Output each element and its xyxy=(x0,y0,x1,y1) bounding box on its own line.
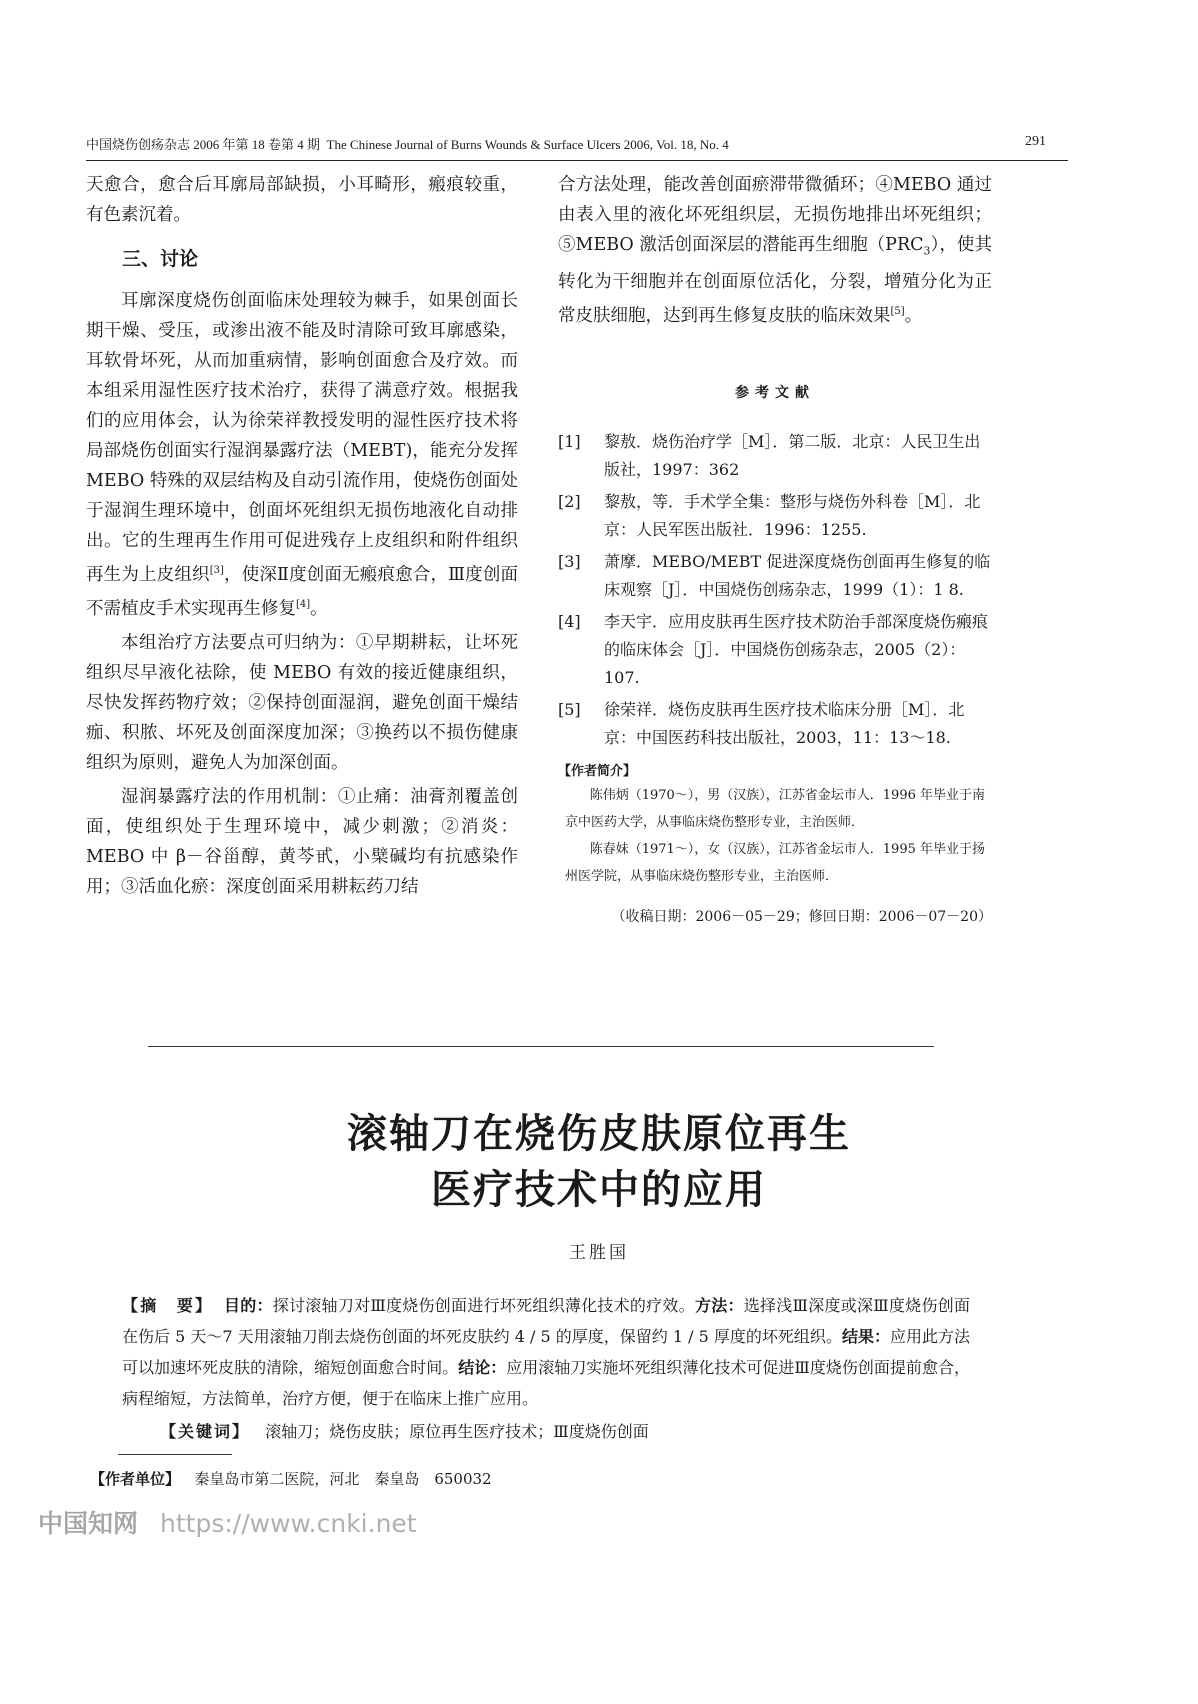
footnote-rule xyxy=(118,1454,232,1455)
reference-item xyxy=(558,696,992,752)
author-affiliation xyxy=(90,1468,492,1489)
continued-paragraph xyxy=(558,170,992,330)
discussion-paragraph-1 xyxy=(86,286,518,624)
objective-text: 探讨滚轴刀对Ⅲ度烧伤创面进行坏死组织薄化技术的疗效。 xyxy=(272,1296,695,1315)
discussion-paragraph-3: 湿润暴露疗法的作用机制：①止痛：油膏剂覆盖创面，使组织处于生理环境中，减少刺激；②消炎：MEBO 中 β－谷甾醇，黄芩甙，小檗碱均有抗感染作用；③活血化瘀：深度创面采用耕耘药刀结 xyxy=(86,786,518,897)
right-column-text xyxy=(558,170,992,330)
article-title xyxy=(60,1106,1138,1218)
author-bio-2: 陈春妹（1971～），女（汉族），江苏省金坛市人．1995 年毕业于扬州医学院，从事临床烧伤整形专业，主治医师． xyxy=(565,842,985,884)
reference-text: 黎敖，等．手术学全集：整形与烧伤外科卷［M］．北京：人民军医出版社．1996：1255. xyxy=(604,492,981,539)
abstract xyxy=(122,1290,970,1414)
references-list xyxy=(558,428,992,756)
method-label: 方法： xyxy=(694,1296,744,1315)
journal-name-cn: 中国烧伤创疡杂志 2006 年第 18 卷第 4 期 xyxy=(86,137,321,152)
result-text: 应用此方法可以加速坏死皮肤的清除，缩短创面愈合时间。 xyxy=(122,1327,970,1377)
reference-item xyxy=(558,428,992,484)
objective-label: 目的： xyxy=(224,1296,273,1315)
affiliation-text: 秦皇岛市第二医院，河北 秦皇岛 650032 xyxy=(194,1470,492,1488)
author-bio-label: 【作者简介】 xyxy=(558,764,637,779)
cont-text-c: 。 xyxy=(904,305,923,326)
citation-5: [5] xyxy=(890,305,905,317)
reference-text: 徐荣祥．烧伤皮肤再生医疗技术临床分册［M］．北京：中国医药科技出版社，2003，11：13～18. xyxy=(604,700,965,747)
reference-number: [4] xyxy=(558,612,581,631)
affiliation-label: 【作者单位】 xyxy=(90,1470,181,1488)
reference-number: [1] xyxy=(558,432,581,451)
abstract-label: 【摘 要】 xyxy=(122,1296,214,1315)
reference-text: 黎敖．烧伤治疗学［M］．第二版．北京：人民卫生出版社，1997：362 xyxy=(604,432,981,479)
reference-number: [2] xyxy=(558,492,581,511)
intro-paragraph: 天愈合，愈合后耳廓局部缺损，小耳畸形，瘢痕较重，有色素沉着。 xyxy=(86,175,518,225)
para1-text-b: ，使深Ⅱ度创面无瘢痕愈合，Ⅲ度创面不需植皮手术实现再生修复 xyxy=(86,564,518,619)
author-bio-1: 陈伟炳（1970～），男（汉族），江苏省金坛市人．1996 年毕业于南京中医药大学，从事临床烧伤整形专业，主治医师． xyxy=(565,788,985,830)
received-dates: （收稿日期：2006－05－29；修回日期：2006－07－20） xyxy=(611,909,992,925)
cont-text-b: ），使其转化为干细胞并在创面原位活化，分裂，增殖分化为正常皮肤细胞，达到再生修复皮肤的临床效果 xyxy=(558,235,992,326)
cnki-url[interactable]: https://www.cnki.net xyxy=(160,1509,417,1538)
reference-text: 李天宇．应用皮肤再生医疗技术防治手部深度烧伤瘢痕的临床体会［J］．中国烧伤创疡杂志，2005（2）：107. xyxy=(604,612,989,687)
left-column xyxy=(86,170,518,902)
section-heading: 三、讨论 xyxy=(122,248,199,270)
method-text: 选择浅Ⅲ深度或深Ⅲ度烧伤创面在伤后 5 天～7 天用滚轴刀削去烧伤创面的坏死皮肤约 4 / 5 的厚度，保留约 1 / 5 厚度的坏死组织。 xyxy=(122,1296,970,1346)
title-line-1: 滚轴刀在烧伤皮肤原位再生 xyxy=(347,1111,851,1157)
discussion-paragraph-2: 本组治疗方法要点可归纳为：①早期耕耘，让坏死组织尽早液化祛除，使 MEBO 有效的接近健康组织，尽快发挥药物疗效；②保持创面湿润，避免创面干燥结痂、积脓、坏死及创面深度加深；③换药以不损伤健康组织为原则，避免人为加深创面。 xyxy=(86,632,518,773)
prc-subscript: 3 xyxy=(923,244,931,258)
author-bios xyxy=(565,782,995,890)
reference-number: [3] xyxy=(558,552,581,571)
title-line-2: 医疗技术中的应用 xyxy=(431,1167,767,1213)
result-label: 结果： xyxy=(841,1327,890,1346)
reference-item xyxy=(558,608,992,692)
reference-item xyxy=(558,548,992,604)
conclusion-label: 结论： xyxy=(458,1358,507,1377)
journal-name-en: The Chinese Journal of Burns Wounds & Surface Ulcers 2006, Vol. 18, No. 4 xyxy=(326,137,729,152)
para1-text-c: 。 xyxy=(310,598,328,619)
cont-text-a: 合方法处理，能改善创面瘀滞带微循环；④MEBO 通过由表入里的液化坏死组织层，无损伤地排出坏死组织；⑤MEBO 激活创面深层的潜能再生细胞（PRC xyxy=(558,175,992,255)
page-number: 291 xyxy=(1025,134,1046,149)
header-rule xyxy=(86,160,1068,161)
cnki-watermark xyxy=(38,1504,417,1540)
citation-4: [4] xyxy=(296,598,311,610)
keywords-label: 【关键词】 xyxy=(160,1422,251,1441)
reference-item xyxy=(558,488,992,544)
para1-text-a: 耳廓深度烧伤创面临床处理较为棘手，如果创面长期干燥、受压，或渗出液不能及时清除可致耳廓感染，耳软骨坏死，从而加重病情，影响创面愈合及疗效。而本组采用湿性医疗技术治疗，获得了满意疗效。根据我们的应用体会，认为徐荣祥教授发明的湿性医疗技术将局部烧伤创面实行湿润暴露疗法（MEBT)，能充分发挥 MEBO 特殊的双层结构及自动引流作用，使烧伤创面处于湿润生理环境中，创面坏死组织无损伤地液化自动排出。它的生理再生作用可促进残存上皮组织和附件组织再生为上皮组织 xyxy=(86,291,518,585)
keywords xyxy=(160,1416,970,1447)
article-separator xyxy=(148,1046,934,1047)
running-head xyxy=(86,134,1046,156)
keywords-text: 滚轴刀；烧伤皮肤；原位再生医疗技术；Ⅲ度烧伤创面 xyxy=(265,1422,649,1441)
references-title: 参考文献 xyxy=(735,385,815,401)
article-author: 王胜国 xyxy=(569,1243,629,1263)
cnki-logo: 中国知网 xyxy=(38,1509,139,1538)
conclusion-text: 应用滚轴刀实施坏死组织薄化技术可促进Ⅲ度烧伤创面提前愈合，病程缩短，方法简单，治疗方便，便于在临床上推广应用。 xyxy=(122,1358,970,1408)
citation-3: [3] xyxy=(209,565,224,576)
reference-text: 萧摩．MEBO/MEBT 促进深度烧伤创面再生修复的临床观察［J］．中国烧伤创疡杂志，1999（1）：1 8. xyxy=(604,552,991,599)
reference-number: [5] xyxy=(558,700,581,719)
